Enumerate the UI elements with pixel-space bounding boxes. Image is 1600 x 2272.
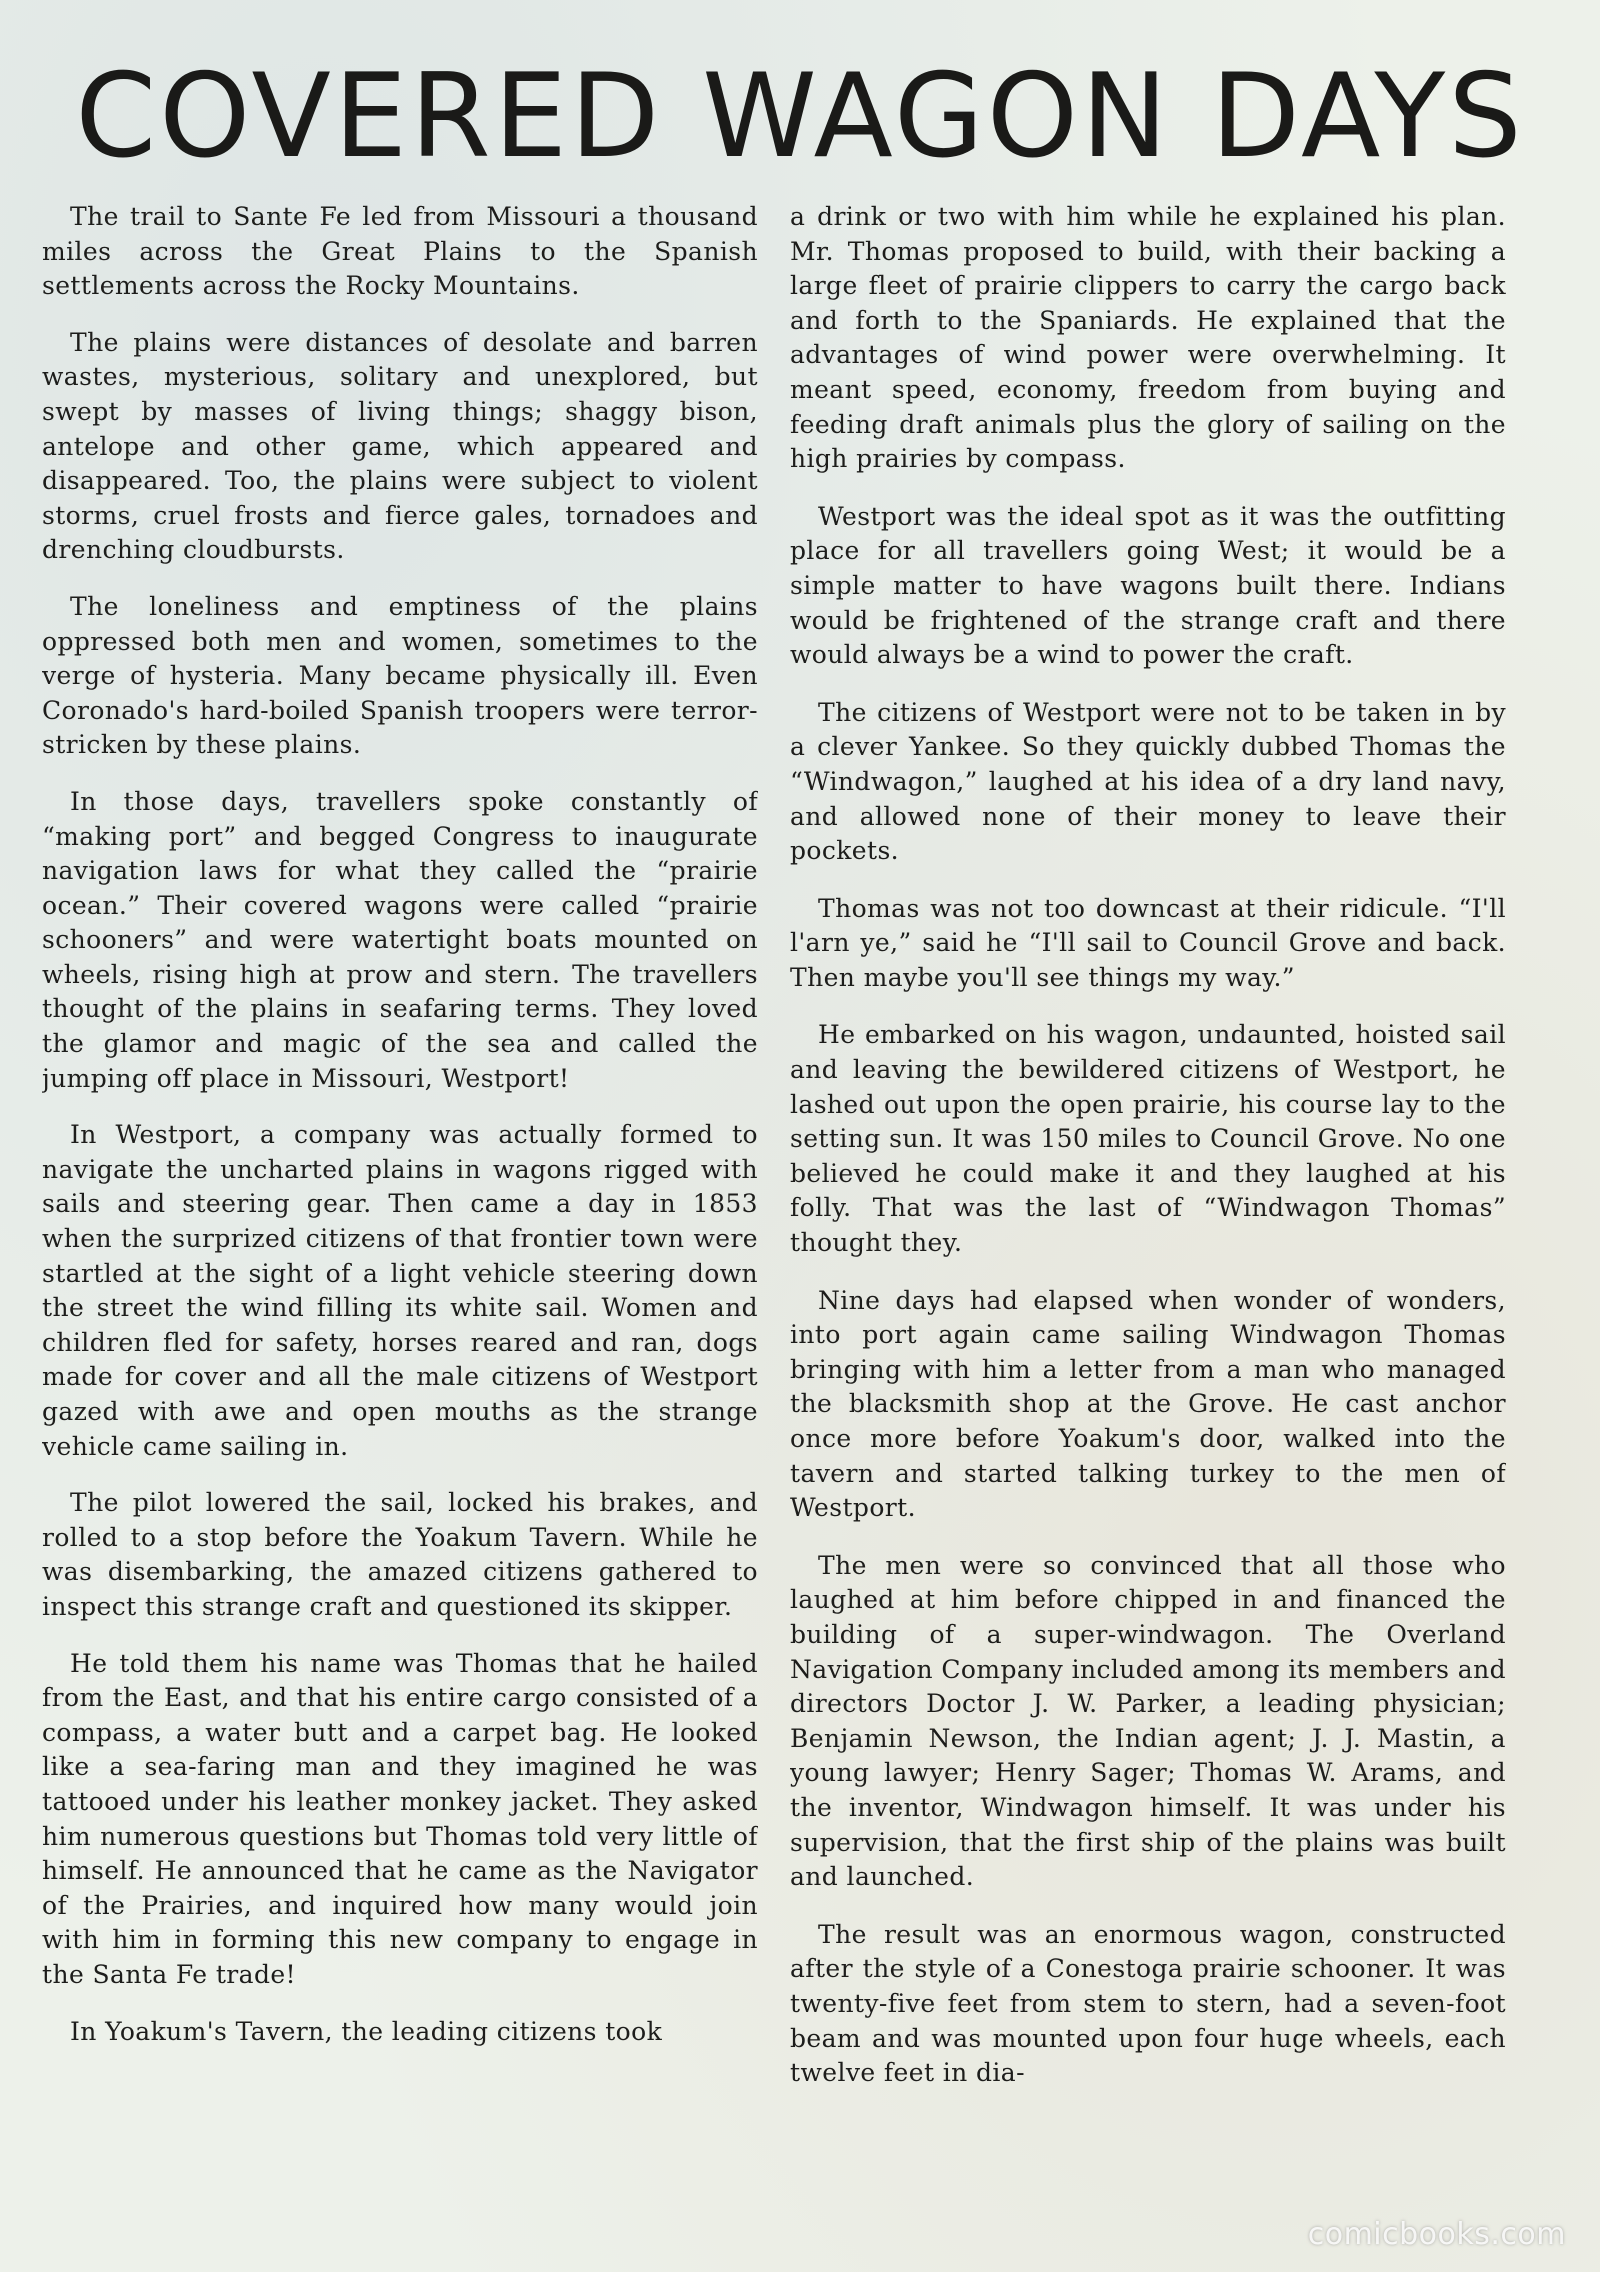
paragraph: He told them his name was Thomas that he hailed from the East, and that his entire cargo consisted of a compass, a water butt and a carpet bag. He looked like a sea-faring man and they imagined he was tattooed under his leather monkey jacket. They asked him numerous questions but Thomas told very little of himself. He announced that he came as the Navigator of the Prairies, and inquired how many would join with him in forming this new company to engage in the Santa Fe trade!	[42, 1648, 758, 1989]
paragraph: The loneliness and emptiness of the plains oppressed both men and women, sometimes to the verge of hysteria. Many became physically ill. Even Coronado's hard-boiled Spanish troopers were terror-stricken by these plains.	[42, 591, 758, 760]
paragraph: Westport was the ideal spot as it was the outfitting place for all travellers going West; it would be a simple matter to have wagons built there. Indians would be frightened of the strange craft and there would always be a wind to power the craft.	[790, 501, 1506, 670]
paragraph: The trail to Sante Fe led from Missouri a thousand miles across the Great Plains to the Spanish settlements across the Rocky Mountains.	[42, 202, 758, 301]
paragraph: In Yoakum's Tavern, the leading citizens took	[70, 2016, 663, 2046]
right-column	[790, 200, 1506, 2240]
paragraph: In those days, travellers spoke constantly of “making port” and begged Congress to inaugurate navigation laws for what they called the “prairie ocean.” Their covered wagons were called “prairie schooners” and were watertight boats mounted on wheels, rising high at prow and stern. The travellers thought of the plains in seafaring terms. They loved the glamor and magic of the sea and called the jumping off place in Missouri, Westport!	[42, 786, 758, 1093]
watermark: comicbooks.com	[1307, 2217, 1566, 2252]
left-column	[42, 200, 758, 2240]
paragraph: Nine days had elapsed when wonder of wonders, into port again came sailing Windwagon Thomas bringing with him a letter from a man who managed the blacksmith shop at the Grove. He cast anchor once more before Yoakum's door, walked into the tavern and started talking turkey to the men of Westport.	[790, 1285, 1506, 1523]
paragraph: a drink or two with him while he explained his plan. Mr. Thomas proposed to build, with their backing a large fleet of prairie clippers to carry the cargo back and forth to the Spaniards. He explained that the advantages of wind power were overwhelming. It meant speed, economy, freedom from buying and feeding draft animals plus the glory of sailing on the high prairies by compass.	[790, 202, 1506, 474]
paragraph: He embarked on his wagon, undaunted, hoisted sail and leaving the bewildered citizens of Westport, he lashed out upon the open prairie, his course lay to the setting sun. It was 150 miles to Council Grove. No one believed he could make it and they laughed at his folly. That was the last of “Windwagon Thomas” thought they.	[790, 1020, 1506, 1258]
paragraph: The plains were distances of desolate and barren wastes, mysterious, solitary and unexplored, but swept by masses of living things; shaggy bison, antelope and other game, which appeared and disappeared. Too, the plains were subject to violent storms, cruel frosts and fierce gales, tornadoes and drenching cloudbursts.	[42, 327, 758, 565]
page-title: COVERED WAGON DAYS	[75, 49, 1525, 184]
paragraph: The citizens of Westport were not to be taken in by a clever Yankee. So they quickly dubbed Thomas the “Windwagon,” laughed at his idea of a dry land navy, and allowed none of their money to leave their pockets.	[790, 697, 1506, 866]
paragraph: The men were so convinced that all those who laughed at him before chipped in and financed the building of a super-windwagon. The Overland Navigation Company included among its members and directors Doctor J. W. Parker, a leading physician; Benjamin Newson, the Indian agent; J. J. Mastin, a young lawyer; Henry Sager; Thomas W. Arams, and the inventor, Windwagon himself. It was under his supervision, that the first ship of the plains was built and launched.	[790, 1550, 1506, 1892]
paragraph: The result was an enormous wagon, constructed after the style of a Conestoga prairie schooner. It was twenty-five feet from stem to stern, had a seven-foot beam and was mounted upon four huge wheels, each twelve feet in dia-	[790, 1919, 1506, 2088]
paragraph: In Westport, a company was actually formed to navigate the uncharted plains in wagons rigged with sails and steering gear. Then came a day in 1853 when the surprized citizens of that frontier town were startled at the sight of a light vehicle steering down the street the wind filling its white sail. Women and children fled for safety, horses reared and ran, dogs made for cover and all the male citizens of Westport gazed with awe and open mouths as the strange vehicle came sailing in.	[42, 1120, 758, 1461]
paragraph: Thomas was not too downcast at their ridicule. “I'll l'arn ye,” said he “I'll sail to Council Grove and back. Then maybe you'll see things my way.”	[790, 893, 1506, 992]
paragraph: The pilot lowered the sail, locked his brakes, and rolled to a stop before the Yoakum Tavern. While he was disembarking, the amazed citizens gathered to inspect this strange craft and questioned its skipper.	[42, 1488, 758, 1621]
